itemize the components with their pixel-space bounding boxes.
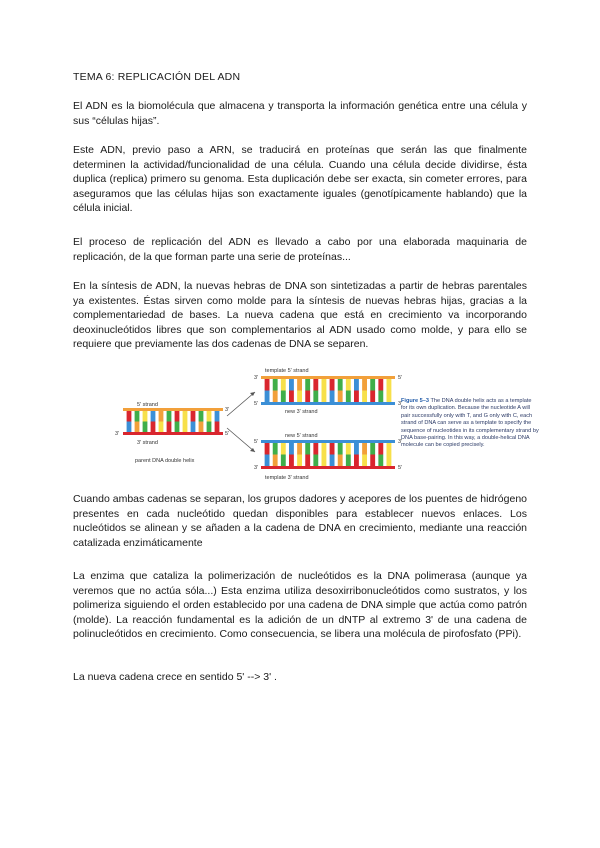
base-pair xyxy=(313,455,318,467)
base-pair xyxy=(370,455,375,467)
base-pair xyxy=(175,411,180,422)
base-pair xyxy=(322,391,327,403)
base-pair xyxy=(346,379,351,391)
base-pair xyxy=(362,455,367,467)
svg-text:5': 5' xyxy=(254,401,259,407)
base-pair xyxy=(305,391,310,403)
base-pair xyxy=(322,455,327,467)
base-pair xyxy=(354,443,359,455)
base-pair xyxy=(127,411,132,422)
base-pair xyxy=(346,443,351,455)
base-pair xyxy=(313,379,318,391)
base-pair xyxy=(183,422,188,433)
base-pair xyxy=(289,455,294,467)
base-pair xyxy=(330,391,335,403)
svg-text:3': 3' xyxy=(254,465,259,471)
base-pair xyxy=(387,391,392,403)
base-pair xyxy=(289,379,294,391)
base-pair xyxy=(159,422,164,433)
base-pair xyxy=(297,379,302,391)
base-pair xyxy=(354,391,359,403)
svg-text:5': 5' xyxy=(398,375,403,381)
base-pair xyxy=(330,455,335,467)
label-template-top: template 5' strand xyxy=(265,368,309,374)
base-pair xyxy=(273,455,278,467)
base-pair xyxy=(338,455,343,467)
caption-label: Figure 5–3 xyxy=(401,398,429,404)
base-pair xyxy=(207,422,212,433)
base-pair xyxy=(265,379,270,391)
caption-text: The DNA double helix acts as a template for its own duplication. Because the nucleotide A will pair successfully only with T, and G only with C, each strand of DNA can serve as a template to specify the sequence of nucleotides in its complementary strand by DNA base-pairing. In this way, a double-helical DNA molecule can be copied precisely. xyxy=(401,398,539,449)
label-template-bottom: template 3' strand xyxy=(265,475,309,481)
base-pair xyxy=(387,379,392,391)
base-pair xyxy=(143,422,148,433)
base-pair xyxy=(167,411,172,422)
paragraph-direction: La nueva cadena crece en sentido 5' --> 3' . xyxy=(73,671,277,683)
base-pair xyxy=(289,391,294,403)
base-pair xyxy=(199,411,204,422)
base-pair xyxy=(175,422,180,433)
base-pair xyxy=(143,411,148,422)
base-pair xyxy=(289,443,294,455)
base-pair xyxy=(273,391,278,403)
label-left-3: 3' xyxy=(115,431,120,437)
label-left-5: 5' xyxy=(225,431,230,437)
base-pair xyxy=(297,443,302,455)
base-pair xyxy=(265,391,270,403)
base-pair xyxy=(159,411,164,422)
base-pair xyxy=(354,379,359,391)
base-pair xyxy=(297,391,302,403)
base-pair xyxy=(378,379,383,391)
svg-text:3': 3' xyxy=(398,439,403,445)
base-pair xyxy=(127,422,132,433)
label-new-5-strand: new 5' strand xyxy=(285,433,318,439)
arrow-up xyxy=(227,392,255,416)
paragraph-translation: Este ADN, previo paso a ARN, se traducirá en proteínas que serán las que finalmente determinen la actividad/funcionalidad de una célula. Cuando una célula decide dividirse, ésta duplica (replica) primero su genoma. Esta duplicación debe ser exacta, sin cometer errores, para aseguramos que las células hijas son exactamente iguales (genotípicamente hablando) que la célula inicial. xyxy=(73,144,527,215)
dna-replication-figure xyxy=(115,366,539,484)
base-pair xyxy=(370,391,375,403)
base-pair xyxy=(346,391,351,403)
base-pair xyxy=(362,443,367,455)
base-pair xyxy=(191,411,196,422)
paragraph-hydrogen-bonds: Cuando ambas cadenas se separan, los grupos dadores y acepores de los puentes de hidrógeno presentes en cada nucleótido quedan disponibles para establecer nuevos enlaces. Los nucleótidos se alinean y se añaden a la cadena de DNA en crecimiento, mediante una reacción catalizada enzimáticamente xyxy=(73,493,527,549)
base-pair xyxy=(183,411,188,422)
bottom-daughter-helix xyxy=(254,433,402,481)
label-parent-helix: parent DNA double helix xyxy=(135,458,195,464)
base-pair xyxy=(362,379,367,391)
base-pair xyxy=(330,379,335,391)
dna-diagram xyxy=(115,366,405,484)
base-pair xyxy=(322,379,327,391)
base-pair xyxy=(387,455,392,467)
base-pair xyxy=(313,391,318,403)
svg-text:3': 3' xyxy=(398,401,403,407)
base-pair xyxy=(322,443,327,455)
base-pair xyxy=(362,391,367,403)
base-pair xyxy=(215,411,220,422)
base-pair xyxy=(330,443,335,455)
base-pair xyxy=(207,411,212,422)
figure-caption xyxy=(401,398,539,450)
base-pair xyxy=(370,379,375,391)
paragraph-polymerase: La enzima que cataliza la polimerización de nucleótidos es la DNA polimerasa (aunque ya veremos que no actúa sóla...) Esta enzima utiliza desoxirribonucleótidos como sustratos, y los polimeriza siguiendo el orden establecido por una cadena de DNA simple que actúa como patrón (molde). La reacción fundamental es la adición de un dNTP al extremo 3' de una cadena de polinucleótidos en crecimiento. Como consecuencia, se libera una molécula de pirofosfato (PPi). xyxy=(73,570,527,641)
base-pair xyxy=(370,443,375,455)
base-pair xyxy=(338,391,343,403)
base-pair xyxy=(281,391,286,403)
base-pair xyxy=(305,455,310,467)
top-daughter-helix xyxy=(254,368,402,415)
base-pair xyxy=(273,379,278,391)
base-pair xyxy=(151,411,156,422)
base-pair xyxy=(378,391,383,403)
base-pair xyxy=(313,443,318,455)
svg-text:3': 3' xyxy=(254,375,259,381)
base-pair xyxy=(135,411,140,422)
label-left-3b: 3' xyxy=(225,407,230,413)
svg-text:5': 5' xyxy=(398,465,403,471)
base-pair xyxy=(215,422,220,433)
base-pair xyxy=(135,422,140,433)
base-pair xyxy=(199,422,204,433)
paragraph-synthesis: En la síntesis de ADN, la nuevas hebras de DNA son sintetizadas a partir de hebras parentales ya existentes. Éstas sirven como molde para la síntesis de nuevas hebras hijas, gracias a la complementariedad de bases. La nueva cadena que está en crecimiento va incorporando deoxinucleótidos libres que son complementarios al ADN usado como molde, y para ello se requiere que previamente las dos cadenas de DNA se separen. xyxy=(73,280,527,351)
page-title: TEMA 6: REPLICACIÓN DEL ADN xyxy=(73,71,241,83)
base-pair xyxy=(151,422,156,433)
arrow-down xyxy=(227,428,255,452)
paragraph-intro: El ADN es la biomolécula que almacena y transporta la información genética entre una célula y sus “células hijas”. xyxy=(73,100,527,127)
base-pair xyxy=(281,379,286,391)
base-pair xyxy=(305,443,310,455)
label-left-5-strand: 5' strand xyxy=(137,402,158,408)
base-pair xyxy=(167,422,172,433)
base-pair xyxy=(338,443,343,455)
svg-text:5': 5' xyxy=(254,439,259,445)
label-left-3-strand: 3' strand xyxy=(137,440,158,446)
base-pair xyxy=(265,455,270,467)
base-pair xyxy=(354,455,359,467)
base-pair xyxy=(378,455,383,467)
base-pair xyxy=(281,443,286,455)
base-pair xyxy=(346,455,351,467)
base-pair xyxy=(191,422,196,433)
base-pair xyxy=(281,455,286,467)
base-pair xyxy=(265,443,270,455)
base-pair xyxy=(387,443,392,455)
base-pair xyxy=(305,379,310,391)
base-pair xyxy=(378,443,383,455)
base-pair xyxy=(297,455,302,467)
paragraph-machinery: El proceso de replicación del ADN es llevado a cabo por una elaborada maquinaria de replicación, de la que forman parte una serie de proteínas... xyxy=(73,236,527,263)
label-new-3-strand: new 3' strand xyxy=(285,409,318,415)
base-pair xyxy=(273,443,278,455)
parent-double-helix xyxy=(115,402,229,464)
base-pair xyxy=(338,379,343,391)
